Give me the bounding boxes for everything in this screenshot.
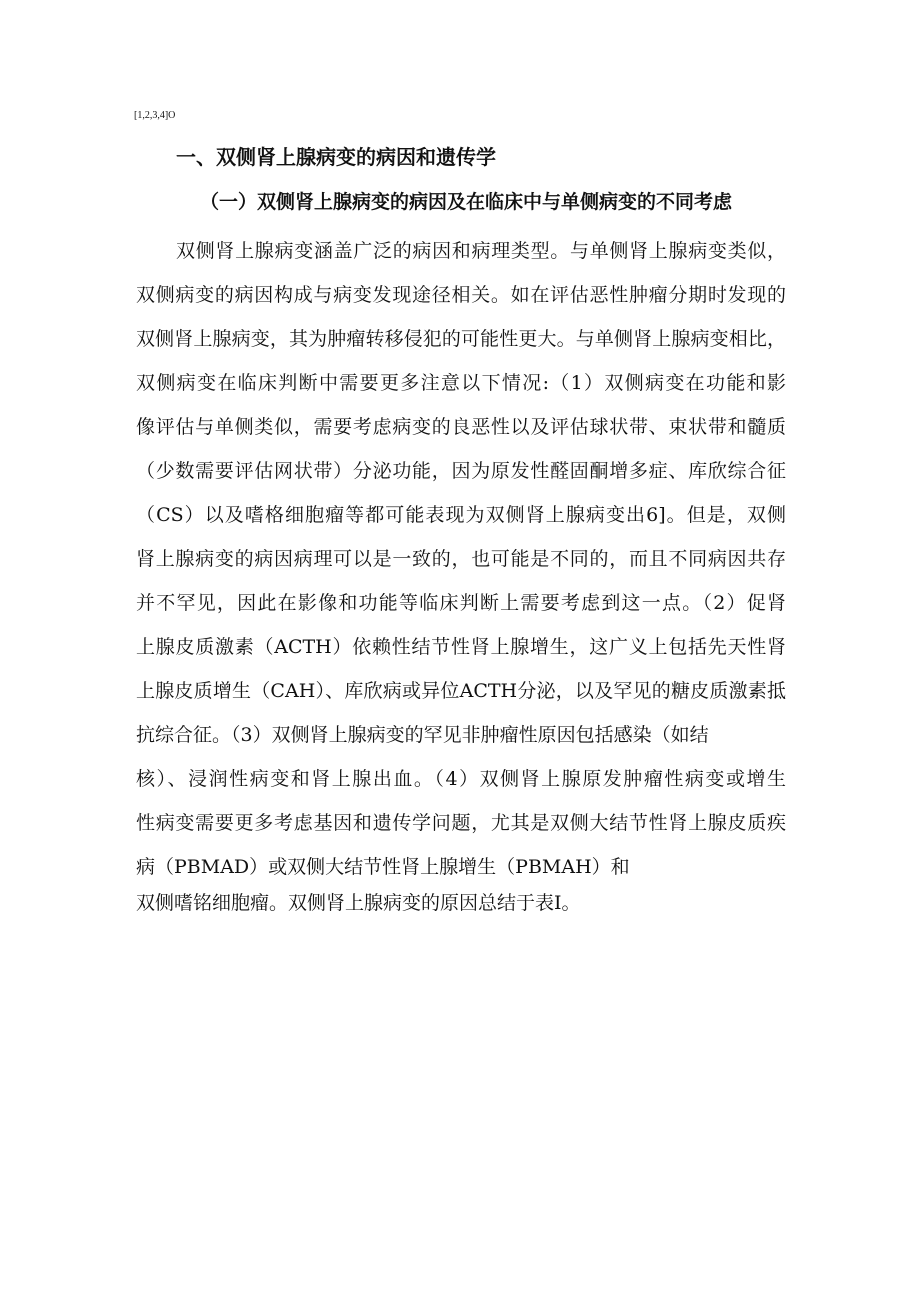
paragraph-line: 双侧肾上腺病变，其为肿瘤转移侵犯的可能性更大。与单侧肾上腺病变相比， — [136, 328, 786, 350]
paragraph-line: 双侧病变的病因构成与病变发现途径相关。如在评估恶性肿瘤分期时发现的 — [136, 284, 786, 306]
paragraph-line: （CS）以及嗜格细胞瘤等都可能表现为双侧肾上腺病变出6]。但是，双侧 — [136, 504, 786, 526]
paragraph-line: （少数需要评估网状带）分泌功能，因为原发性醛固酮增多症、库欣综合征 — [136, 460, 786, 482]
section-heading: 一、双侧肾上腺病变的病因和遗传学 — [176, 145, 496, 169]
paragraph-line: 双侧嗜铭细胞瘤。双侧肾上腺病变的原因总结于表I。 — [136, 892, 581, 914]
paragraph-line: 双侧肾上腺病变涵盖广泛的病因和病理类型。与单侧肾上腺病变类似， — [176, 240, 786, 262]
citation-reference: [1,2,3,4]O — [134, 110, 176, 121]
body-paragraph — [136, 236, 786, 932]
paragraph-line: 双侧病变在临床判断中需要更多注意以下情况:（1）双侧病变在功能和影 — [136, 372, 786, 394]
paragraph-line: 病（PBMAD）或双侧大结节性肾上腺增生（PBMAH）和 — [136, 856, 630, 878]
paragraph-line: 上腺皮质增生（CAH）、库欣病或异位ACTH分泌，以及罕见的糖皮质激素抵 — [136, 680, 786, 702]
paragraph-line: 像评估与单侧类似，需要考虑病变的良恶性以及评估球状带、束状带和髓质 — [136, 416, 786, 438]
paragraph-line: 肾上腺病变的病因病理可以是一致的，也可能是不同的，而且不同病因共存 — [136, 548, 786, 570]
paragraph-line: 性病变需要更多考虑基因和遗传学问题，尤其是双侧大结节性肾上腺皮质疾 — [136, 812, 786, 834]
paragraph-line: 核）、浸润性病变和肾上腺出血。（4）双侧肾上腺原发肿瘤性病变或增生 — [136, 768, 786, 790]
paragraph-line: 并不罕见，因此在影像和功能等临床判断上需要考虑到这一点。（2）促肾 — [136, 592, 786, 614]
paragraph-line: 抗综合征。（3）双侧肾上腺病变的罕见非肿瘤性原因包括感染（如结 — [136, 724, 709, 746]
paragraph-line: 上腺皮质激素（ACTH）依赖性结节性肾上腺增生，这广义上包括先天性肾 — [136, 636, 786, 658]
subsection-heading: （一）双侧肾上腺病变的病因及在临床中与单侧病变的不同考虑 — [200, 191, 733, 213]
